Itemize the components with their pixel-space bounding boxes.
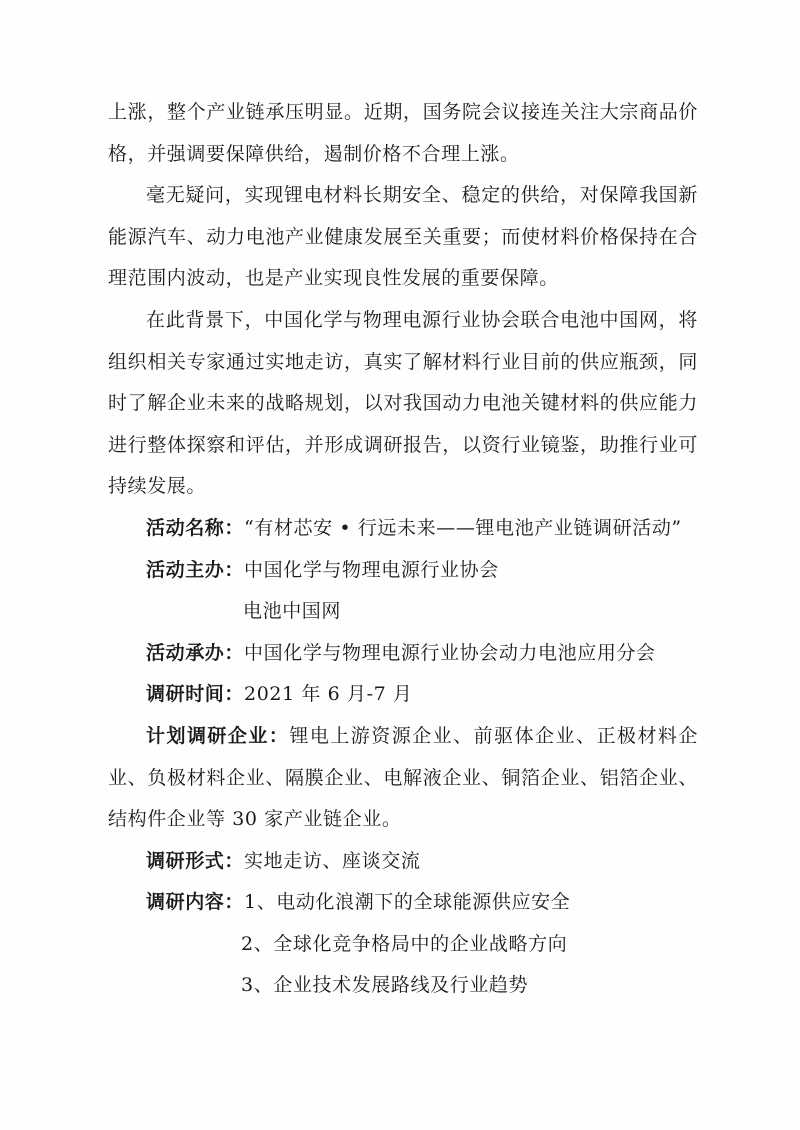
field-organizer bbox=[108, 633, 698, 675]
field-label: 调研形式： bbox=[146, 849, 245, 872]
document-body bbox=[108, 92, 698, 1007]
field-companies bbox=[108, 716, 698, 841]
field-label: 活动名称： bbox=[146, 516, 245, 539]
field-label: 调研时间： bbox=[146, 683, 245, 706]
field-label: 活动承办： bbox=[146, 641, 245, 664]
field-value: 2、全球化竞争格局中的企业战略方向 bbox=[241, 932, 568, 955]
field-value: 电池中国网 bbox=[243, 600, 342, 623]
field-time bbox=[108, 674, 698, 716]
field-content-item bbox=[108, 924, 698, 966]
field-label: 计划调研企业： bbox=[146, 724, 290, 747]
field-label: 活动主办： bbox=[146, 558, 245, 581]
field-value: “有材芯安 • 行远未来——锂电池产业链调研活动” bbox=[244, 516, 682, 539]
field-value: 中国化学与物理电源行业协会 bbox=[244, 558, 499, 581]
field-content-item bbox=[108, 965, 698, 1007]
paragraph-background: 在此背景下，中国化学与物理电源行业协会联合电池中国网，将组织相关专家通过实地走访，真实了解材料行业目前的供应瓶颈，同时了解企业未来的战略规划，以对我国动力电池关键材料的供应能力进行整体探察和评估，并形成调研报告，以资行业镜鉴，助推行业可持续发展。 bbox=[108, 308, 698, 498]
field-value: 1、电动化浪潮下的全球能源供应安全 bbox=[244, 891, 571, 914]
field-value: 中国化学与物理电源行业协会动力电池应用分会 bbox=[244, 641, 656, 664]
field-host-continuation bbox=[108, 591, 698, 633]
field-content bbox=[108, 882, 698, 924]
field-host bbox=[108, 550, 698, 592]
field-form bbox=[108, 841, 698, 883]
field-value: 3、企业技术发展路线及行业趋势 bbox=[241, 974, 529, 997]
field-value: 实地走访、座谈交流 bbox=[244, 849, 421, 872]
paragraph-continuation: 上涨，整个产业链承压明显。近期，国务院会议接连关注大宗商品价格，并强调要保障供给，遏制价格不合理上涨。 bbox=[108, 101, 698, 165]
field-label: 调研内容： bbox=[146, 891, 245, 914]
field-value: 锂电上游资源企业、前驱体企业、正极材料企业、负极材料企业、隔膜企业、电解液企业、铜箔企业、铝箔企业、结构件企业等 30 家产业链企业。 bbox=[108, 724, 698, 831]
paragraph-supply-importance: 毫无疑问，实现锂电材料长期安全、稳定的供给，对保障我国新能源汽车、动力电池产业健康发展至关重要；而使材料价格保持在合理范围内波动，也是产业实现良性发展的重要保障。 bbox=[108, 184, 698, 290]
field-activity-name bbox=[108, 508, 698, 550]
field-value: 2021 年 6 月-7 月 bbox=[244, 683, 413, 706]
